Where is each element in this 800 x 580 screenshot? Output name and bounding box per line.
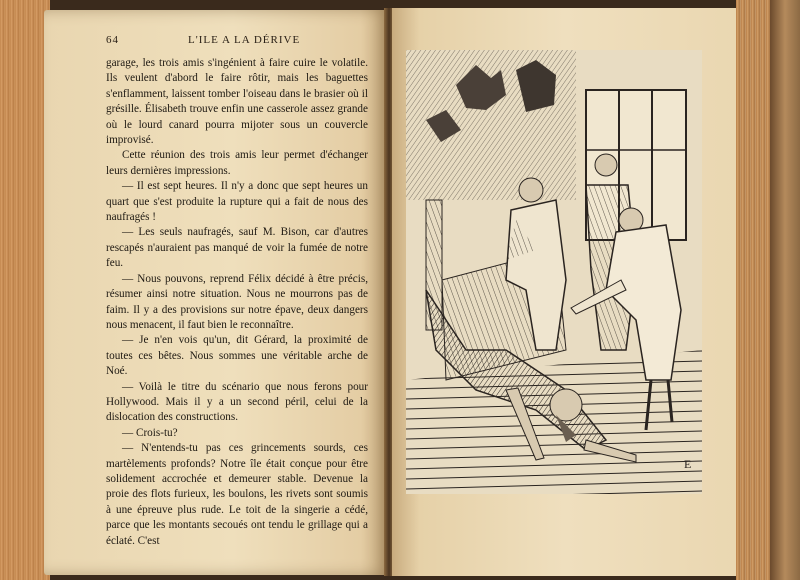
paragraph: garage, les trois amis s'ingénient à faire cuire le volatile. Ils veulent d'abord le faire rôtir, mais les baguettes s'enflamment, laissent tomber l'oiseau dans le brasier où il grésille. Élisabeth trouve enfin une casserole assez grande où le lourd canard pourra mijoter sous un couvercle improvisé.	[106, 57, 368, 147]
paragraph: — Il est sept heures. Il n'y a donc que sept heures un quart que s'est produite la rupture qui a fait de nous des naufragés !	[106, 180, 368, 224]
artist-signature: E	[684, 457, 692, 471]
book-cover-edge	[770, 0, 800, 580]
paragraph: Cette réunion des trois amis leur permet d'échanger leurs dernières impressions.	[106, 149, 368, 177]
paragraph: — Nous pouvons, reprend Félix décidé à être précis, résumer ainsi notre situation. Nous ne mourrons pas de faim. Il y a des provisions sur notre épave, deux dangers nous menacent, il faut bien le reconnaître.	[106, 272, 368, 331]
running-title: L'ILE A LA DÉRIVE	[188, 34, 301, 46]
paragraph: — Je n'en vois qu'un, dit Gérard, la proximité de toutes ces bêtes. Nous sommes une véritable arche de Noé.	[106, 334, 368, 378]
paragraph: — Les seuls naufragés, sauf M. Bison, car d'autres rescapés n'auraient pas manqué de voir la fumée de notre feu.	[106, 226, 368, 270]
paragraph: — Voilà le titre du scénario que nous ferons pour Hollywood. Mais il y a un second péril, celui de la dislocation des constructions.	[106, 380, 368, 424]
left-page-edges	[0, 0, 50, 580]
paragraph: — N'entends-tu pas ces grincements sourds, ces martèlements profonds? Notre île était conçue pour être solidement accrochée et demeurer stable. Devenue la proie des flots furieux, les boulons, les rivets sont soumis à une épreuve plus rude. Le toit de la singerie a cédé, parce que les montants secoués ont tendu le grillage qui a éclaté. C'est	[106, 442, 368, 547]
running-header	[106, 34, 368, 48]
page-number: 64	[106, 34, 119, 46]
illustration	[406, 50, 702, 494]
body-text	[106, 56, 368, 549]
paragraph: — Crois-tu?	[122, 426, 178, 439]
